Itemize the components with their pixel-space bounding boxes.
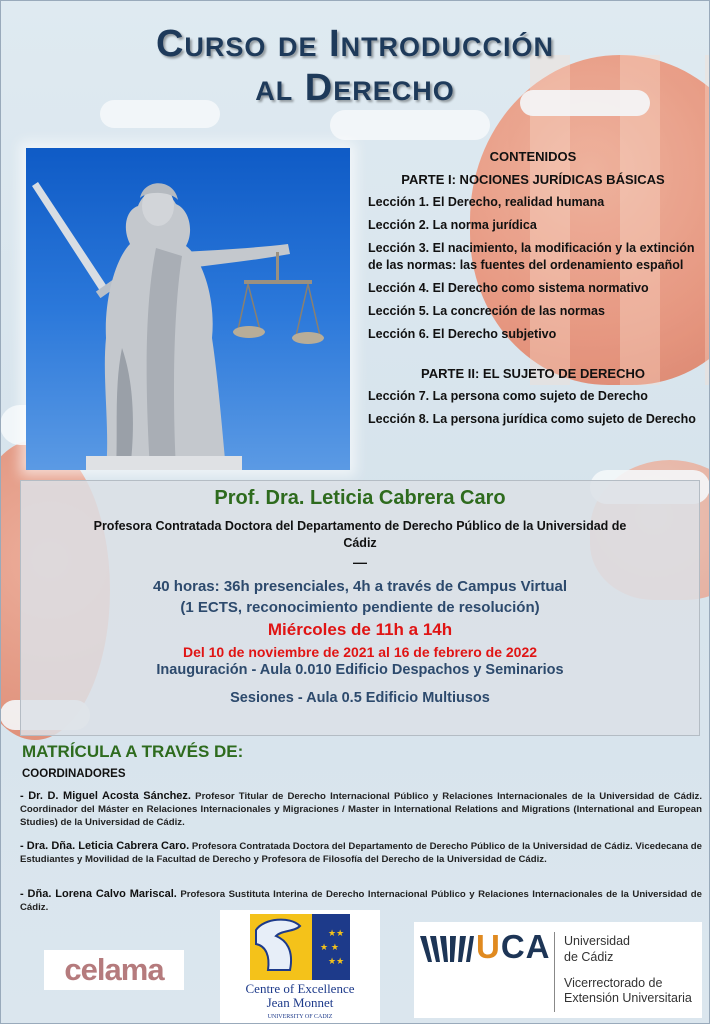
uca-emblem-icon: [418, 932, 474, 968]
page-title: [20, 22, 690, 110]
course-dates: Del 10 de noviembre de 2021 al 16 de febrero de 2022: [182, 644, 538, 660]
jean-monnet-line-3: UNIVERSITY OF CADIZ: [267, 1014, 333, 1020]
jean-monnet-line-2: Jean Monnet: [266, 995, 334, 1010]
svg-text:★ ★: ★ ★: [320, 943, 339, 953]
course-ects: (1 ECTS, reconocimiento pendiente de resolución): [180, 599, 540, 616]
jean-monnet-line-1: Centre of Excellence: [245, 981, 355, 996]
coordinator-entry: [20, 790, 702, 829]
coordinator-desc: Profesor Titular de Derecho Internacional Público y Relaciones Internacionales de la Universidad de Cádiz. Coordinador del Máster en Relaciones Internacionales y Migraciones / Master in International Relations and Migrations (International and European Studies) de la Universidad de Cádiz.: [20, 791, 702, 828]
coordinator-name: - Dra. Dña. Leticia Cabrera Caro.: [20, 840, 190, 852]
contents-heading: CONTENIDOS: [489, 149, 577, 164]
uca-u: U: [476, 928, 501, 965]
coordinator-desc: Profesora Contratada Doctora del Departamento de Derecho Público de la Universidad de Cádiz. Vicedecana de Estudiantes y Movilidad de la Facultad de Derecho y Profesora de Filosofía del Derecho de la Universidad de Cádiz.: [20, 841, 702, 865]
course-hours: 40 horas: 36h presenciales, 4h a través de Campus Virtual: [152, 578, 568, 595]
uca-line-2: de Cádiz: [564, 950, 614, 964]
course-info-box: [20, 480, 700, 736]
part-1-title: PARTE I: NOCIONES JURÍDICAS BÁSICAS: [401, 172, 665, 187]
uca-line-4: Extensión Universitaria: [564, 991, 692, 1005]
title-line-1: Curso de Introducción: [155, 23, 555, 65]
uca-wordmark: [476, 928, 551, 966]
professor-name: Prof. Dra. Leticia Cabrera Caro: [214, 487, 506, 509]
enrollment-title: MATRÍCULA A TRAVÉS DE:: [22, 742, 244, 761]
celama-logo-text: celama: [64, 952, 164, 987]
opening-location: Inauguración - Aula 0.010 Edificio Despachos y Seminarios: [156, 662, 564, 678]
sessions-location: Sesiones - Aula 0.5 Edificio Multiusos: [230, 690, 490, 706]
celama-logo: [44, 950, 184, 990]
uca-ca: CA: [500, 928, 551, 965]
lesson-item: Lección 1. El Derecho, realidad humana: [368, 195, 605, 209]
title-line-2: al Derecho: [255, 67, 455, 109]
justice-statue-icon: [26, 148, 350, 470]
coordinators-heading: COORDINADORES: [22, 768, 126, 780]
logo-divider: [554, 932, 555, 1012]
lesson-item: Lección 3. El nacimiento, la modificación y la extinción de las normas: las fuentes del ordenamiento español: [368, 241, 695, 272]
contents-section: [368, 148, 698, 434]
jean-monnet-logo: [220, 910, 380, 1024]
uca-line-3: Vicerrectorado de: [564, 976, 663, 990]
justice-statue-image: [26, 148, 350, 470]
uca-line-1: Universidad: [564, 934, 631, 948]
coordinator-entry: [20, 840, 702, 866]
jean-monnet-emblem-icon: [220, 910, 380, 982]
coordinator-name: - Dr. D. Miguel Acosta Sánchez.: [20, 790, 191, 802]
part-2-title: PARTE II: EL SUJETO DE DERECHO: [421, 366, 645, 381]
coordinator-desc: Profesora Sustituta Interina de Derecho Internacional Público y Relaciones Internacionales de la Universidad de Cádiz.: [20, 889, 703, 913]
lesson-item: Lección 7. La persona como sujeto de Derecho: [368, 389, 648, 403]
lesson-item: Lección 8. La persona jurídica como sujeto de Derecho: [368, 412, 696, 426]
lesson-item: Lección 2. La norma jurídica: [368, 218, 537, 232]
svg-text:★★: ★★: [328, 929, 345, 939]
separator-dash: —: [353, 554, 367, 570]
lesson-item: Lección 5. La concreción de las normas: [368, 304, 605, 318]
coordinator-name: - Dña. Lorena Calvo Mariscal.: [20, 888, 177, 900]
uca-logo: [414, 922, 702, 1018]
course-schedule: Miércoles de 11h a 14h: [267, 620, 453, 639]
professor-description: Profesora Contratada Doctora del Departamento de Derecho Público de la Universidad de Cádiz: [93, 519, 627, 550]
jean-monnet-caption: [220, 982, 380, 1010]
lesson-item: Lección 6. El Derecho subjetivo: [368, 327, 557, 341]
lesson-item: Lección 4. El Derecho como sistema normativo: [368, 281, 649, 295]
cloud-decoration: [330, 110, 490, 140]
svg-text:★★: ★★: [328, 957, 345, 967]
